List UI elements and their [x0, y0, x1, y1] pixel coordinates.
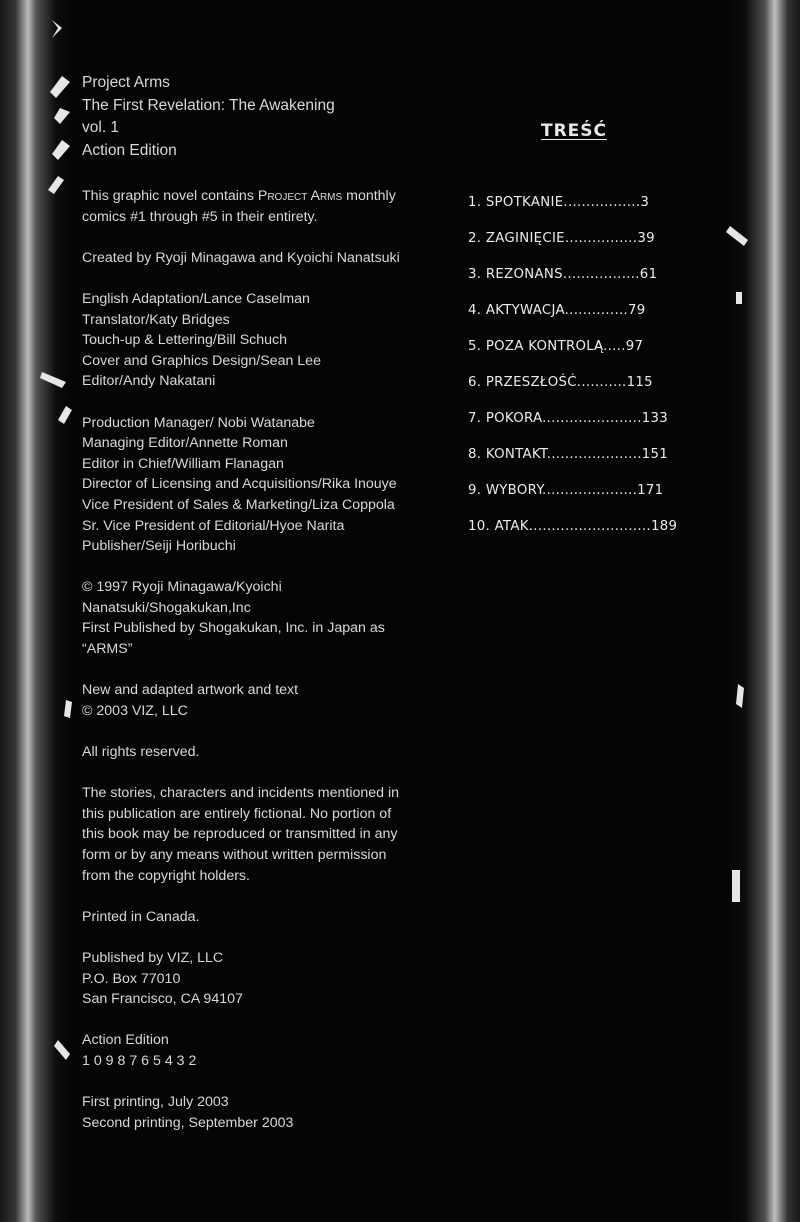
toc-item: 8. KONTAKT.....................151: [468, 447, 669, 462]
slash-mark: [40, 372, 66, 388]
credits-column: [82, 72, 427, 1154]
toc-item: 1. SPOTKANIE.................3: [468, 195, 650, 210]
contents-pre-text: This graphic novel contains: [82, 188, 258, 204]
slash-mark: [58, 406, 72, 424]
toc-heading: TREŚĆ: [541, 121, 608, 141]
management-credits: Production Manager/ Nobi Watanabe Managing Editor/Annette Roman Editor in Chief/William Flanagan Director of Licensing and Acquisitions/Rika Inouye Vice President of Sales & Marketing/Liza Coppola Sr. Vice President of Editorial/Hyoe Narita Publisher/Seiji Horibuchi: [82, 414, 397, 555]
printed-in: Printed in Canada.: [82, 908, 200, 925]
edition-info: Action Edition 1 0 9 8 7 6 5 4 3 2: [82, 1032, 197, 1069]
series-name: Project Arms: [257, 188, 343, 204]
toc-item: 3. REZONANS.................61: [468, 267, 658, 282]
slash-mark: [64, 700, 72, 718]
created-by-line: Created by Ryoji Minagawa and Kyoichi Nanatsuki: [82, 249, 400, 266]
tick-mark: [736, 292, 742, 304]
toc-item: 4. AKTYWACJA..............79: [468, 303, 646, 318]
publisher-address: Published by VIZ, LLC P.O. Box 77010 San Francisco, CA 94107: [82, 949, 243, 1008]
slash-mark: [48, 176, 64, 194]
toc-item: 2. ZAGINIĘCIE................39: [468, 231, 655, 246]
slash-mark: [54, 108, 70, 124]
table-of-contents: [468, 193, 677, 553]
slash-mark: [52, 140, 70, 160]
toc-item: 9. WYBORY.....................171: [468, 483, 664, 498]
toc-item: 6. PRZESZŁOŚĆ...........115: [468, 375, 653, 390]
slash-mark: [54, 1040, 70, 1060]
chevron-mark: [52, 20, 62, 38]
printing-history: First printing, July 2003 Second printing, September 2003: [82, 1094, 294, 1131]
toc-item: 5. POZA KONTROLĄ.....97: [468, 339, 644, 354]
slash-mark: [726, 226, 748, 246]
toc-item: 10. ATAK...........................189: [468, 519, 678, 534]
slash-mark: [50, 76, 70, 98]
staff-credits: English Adaptation/Lance Caselman Translator/Katy Bridges Touch-up & Lettering/Bill Schuch Cover and Graphics Design/Sean Lee Editor/Andy Nakatani: [82, 290, 321, 390]
slash-mark: [736, 684, 744, 708]
adapted-copyright: New and adapted artwork and text © 2003 VIZ, LLC: [82, 682, 299, 719]
disclaimer: The stories, characters and incidents mentioned in this publication are entirely fictional. No portion of this book may be reproduced or transmitted in any form or by any means without written permission from the copyright holders.: [82, 785, 400, 884]
tick-mark: [732, 870, 740, 902]
toc-item: 7. POKORA......................133: [468, 411, 668, 426]
original-copyright: © 1997 Ryoji Minagawa/Kyoichi Nanatsuki/Shogakukan,Inc First Published by Shogakukan, Inc. in Japan as “ARMS”: [82, 579, 385, 658]
contents-post-text: monthly comics #1 through #5 in their entirety.: [82, 188, 396, 225]
rights-notice: All rights reserved.: [82, 744, 200, 761]
contents-statement: [82, 186, 427, 227]
book-title-block: Project Arms The First Revelation: The Awakening vol. 1 Action Edition: [82, 74, 335, 159]
